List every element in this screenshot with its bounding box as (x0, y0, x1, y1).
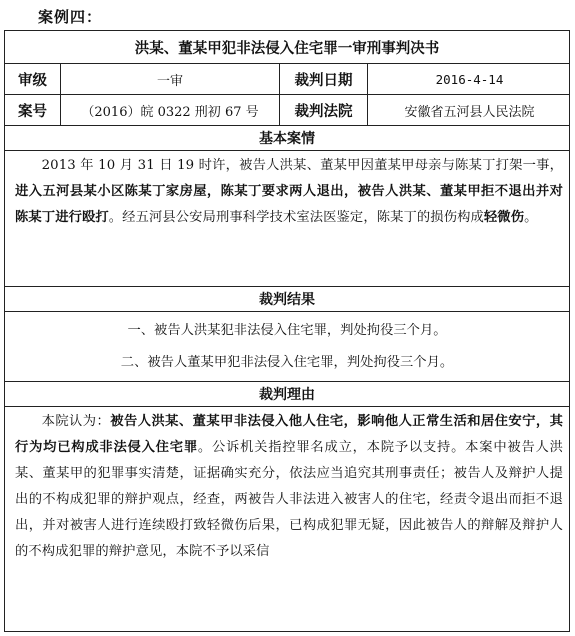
facts-text-bold-2: 轻微伤 (483, 210, 525, 225)
case-no-value: （2016）皖 0322 刑初 67 号 (61, 95, 280, 125)
level-label: 审级 (5, 64, 61, 94)
facts-section (5, 151, 569, 287)
meta-row-2 (5, 95, 569, 126)
result-line-2: 二、被告人董某甲犯非法侵入住宅罪，判处拘役三个月。 (120, 355, 454, 370)
court-label: 裁判法院 (280, 95, 368, 125)
date-value: 2016-4-14 (435, 71, 504, 87)
document-title: 洪某、董某甲犯非法侵入住宅罪一审刑事判决书 (5, 31, 569, 64)
result-heading: 裁判结果 (5, 287, 569, 312)
case-label: 案例四： (38, 8, 103, 26)
reasoning-text-2: 。公诉机关指控罪名成立，本院予以支持。本案中被告人洪某、董某甲的犯罪事实清楚，证据确实充分，依法应当追究其刑事责任；被告人及辩护人提出的不构成犯罪的辩护观点，经查，两被告人非法进入被害人的住宅，经责令退出而拒不退出，并对被害人进行连续殴打致轻微伤后果，已构成犯罪无疑，因此被告人的辩解及辩护人的不构成犯罪的辩护意见，本院不予以采信 (15, 440, 563, 559)
court-value: 安徽省五河县人民法院 (404, 104, 535, 120)
case-no-label: 案号 (5, 95, 61, 125)
facts-text-3: 。 (524, 210, 538, 225)
facts-paragraph (15, 153, 563, 231)
judgment-table (4, 30, 570, 632)
reasoning-heading: 裁判理由 (5, 382, 569, 407)
meta-row-1 (5, 64, 569, 95)
facts-text-bold-1: 进入五河县某小区陈某丁家房屋，陈某丁要求两人退出，被告人洪某、董某甲拒不退出并对陈某丁进行殴打 (15, 184, 563, 225)
reasoning-paragraph (15, 409, 563, 565)
reasoning-text-bold: 被告人洪某、董某甲非法侵入他人住宅，影响他人正常生活和居住安宁，其行为均已构成非法侵入住宅罪 (15, 414, 563, 455)
reasoning-text-1: 本院认为： (41, 414, 111, 429)
result-line-1: 一、被告人洪某犯非法侵入住宅罪，判处拘役三个月。 (127, 323, 447, 338)
result-section (5, 312, 569, 382)
facts-text-2: 。经五河县公安局刑事科学技术室法医鉴定，陈某丁的损伤构成 (108, 210, 484, 225)
facts-text-1: 2013 年 10 月 31 日 19 时许，被告人洪某、董某甲因董某甲母亲与陈某丁打架一事， (41, 158, 563, 173)
date-label: 裁判日期 (280, 64, 368, 94)
level-value: 一审 (61, 64, 280, 94)
reasoning-section (5, 407, 569, 631)
facts-heading: 基本案情 (5, 126, 569, 151)
